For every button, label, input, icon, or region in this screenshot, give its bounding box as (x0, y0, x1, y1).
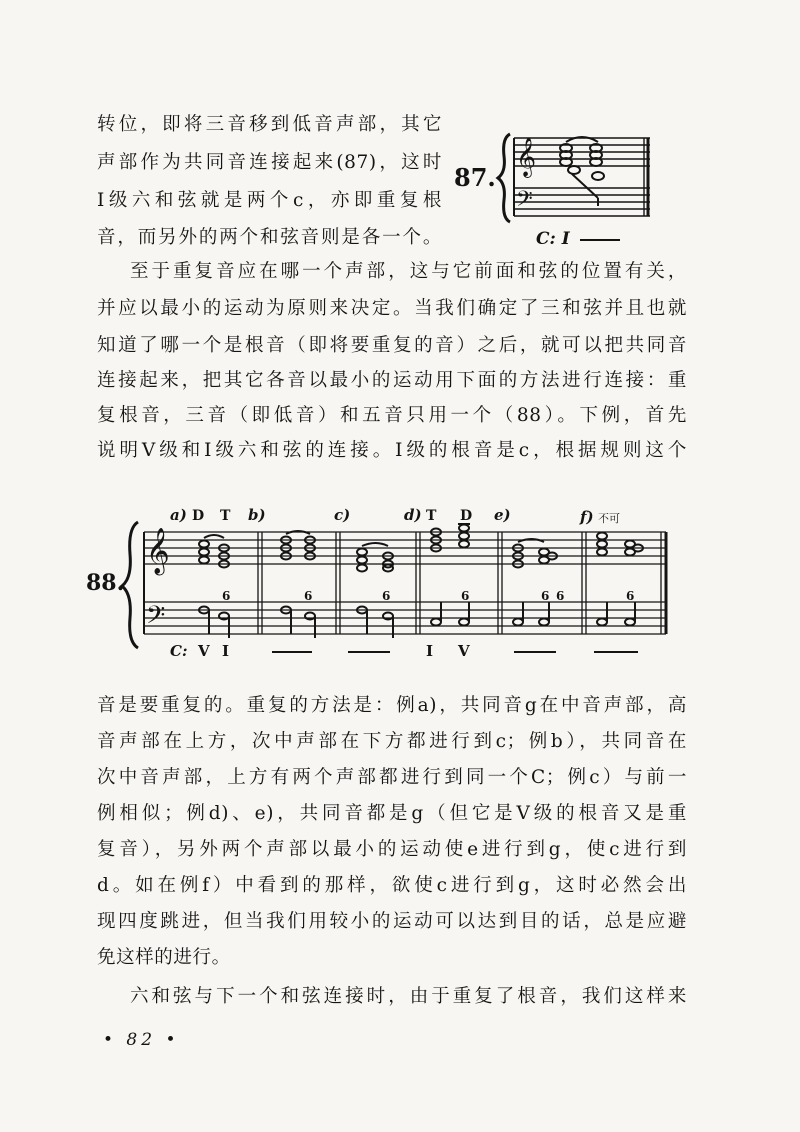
bass-clef-icon: 𝄢 (146, 601, 166, 636)
text-line: 音，而另外的两个和弦音则是各一个。 (97, 227, 442, 248)
page-number: • 82 • (103, 1030, 180, 1050)
roman-numeral: I (222, 642, 230, 660)
function-label: D (192, 508, 205, 524)
treble-clef-icon: 𝄞 (146, 528, 170, 574)
function-label: T (426, 508, 437, 524)
example-label-f: f) (580, 508, 594, 526)
not-allowed-label: 不可 (598, 512, 620, 525)
example-label-e: e) (494, 506, 511, 524)
text-line: 六和弦与下一个和弦连接时，由于重复了根音，我们这样来 (130, 986, 687, 1007)
example-88-number: 88. (86, 570, 125, 596)
text-line: 声部作为共同音连接起来(87)，这时 (97, 152, 442, 173)
text-line: 转位，即将三音移到低音声部，其它 (97, 114, 442, 135)
figured-bass: 6 (556, 589, 565, 603)
text-line: 复根音，三音（即低音）和五音只用一个（88）。下例，首先 (97, 405, 687, 426)
figured-bass: 6 (382, 589, 391, 603)
example-label-b: b) (248, 506, 266, 524)
example-87-number: 87. (454, 163, 496, 192)
example-87-analysis: C: I (536, 229, 570, 249)
music-example-88 (86, 498, 686, 668)
text-line: Ⅰ级六和弦就是两个c，亦即重复根 (97, 190, 442, 211)
text-line: 知道了哪一个是根音（即将要重复的音）之后，就可以把共同音 (97, 335, 687, 356)
function-label: T (220, 508, 231, 524)
figured-bass: 6 (626, 589, 635, 603)
figured-bass: 6 (461, 589, 470, 603)
key-label: C: (170, 642, 188, 660)
music-example-87 (448, 128, 658, 250)
figured-bass: 6 (541, 589, 550, 603)
text-line: 次中音声部，上方有两个声部都进行到同一个C；例c）与前一 (97, 767, 687, 788)
text-line: 音是要重复的。重复的方法是：例a)，共同音g在中音声部，高 (97, 695, 687, 716)
text-line: 音声部在上方，次中声部在下方都进行到c；例b），共同音在 (97, 731, 687, 752)
brace-icon (122, 522, 138, 648)
text-line: 现四度跳进，但当我们用较小的运动可以达到目的话，总是应避 (97, 911, 687, 932)
bass-clef-icon: 𝄢 (516, 187, 533, 217)
treble-clef-icon: 𝄞 (516, 137, 537, 177)
figured-bass: 6 (304, 589, 313, 603)
text-line: 例相似；例d)、e)，共同音都是g（但它是Ⅴ级的根音又是重 (97, 803, 687, 824)
example-label-d: d) (404, 506, 422, 524)
example-label-a: a) (170, 506, 187, 524)
text-line: d。如在例f）中看到的那样，欲使c进行到g，这时必然会出 (97, 875, 687, 896)
text-line: 免这样的进行。 (97, 947, 231, 968)
figured-bass: 6 (222, 589, 231, 603)
text-line: 并应以最小的运动为原则来决定。当我们确定了三和弦并且也就 (97, 298, 687, 319)
roman-numeral: I (426, 642, 434, 660)
function-label: D (460, 508, 473, 524)
brace-icon (498, 134, 510, 222)
text-line: 说明Ⅴ级和Ⅰ级六和弦的连接。Ⅰ级的根音是c，根据规则这个 (97, 440, 687, 461)
roman-numeral: V (458, 642, 470, 660)
text-line: 复音），另外两个声部以最小的运动使e进行到g，使c进行到 (97, 839, 687, 860)
text-line: 连接起来，把其它各音以最小的运动用下面的方法进行连接：重 (97, 370, 687, 391)
example-label-c: c) (334, 506, 351, 524)
roman-numeral: V (198, 642, 210, 660)
text-line: 至于重复音应在哪一个声部，这与它前面和弦的位置有关， (130, 261, 687, 282)
